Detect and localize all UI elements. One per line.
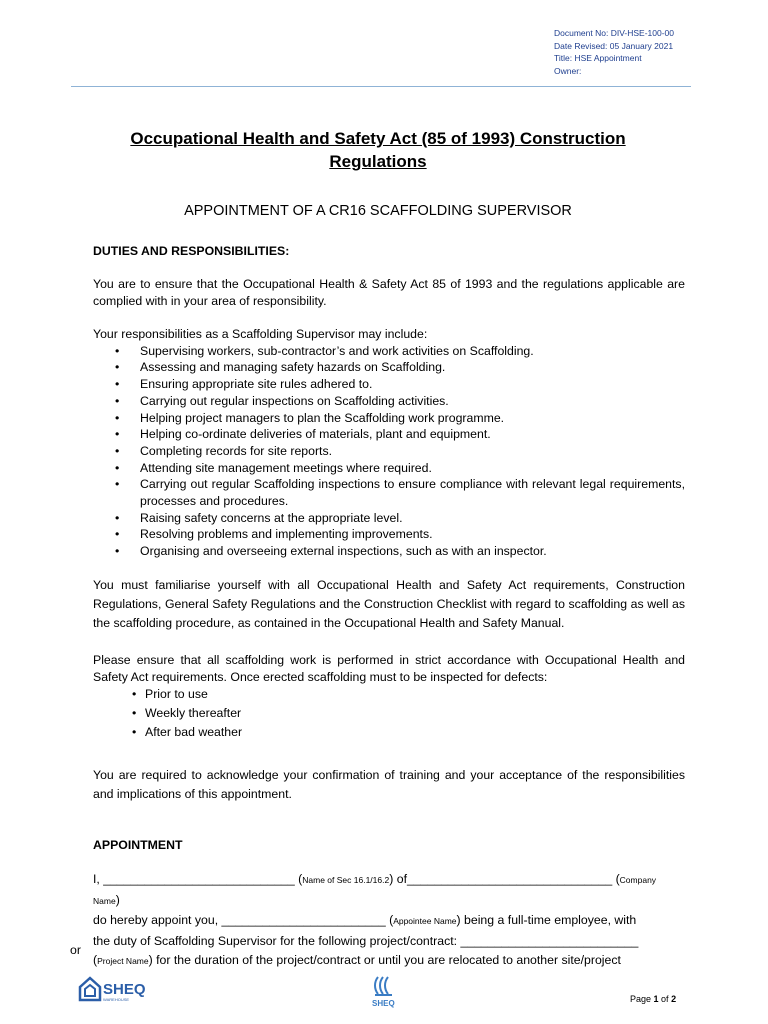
responsibility-item: • Organising and overseeing external inspections, such as with an inspector. bbox=[93, 543, 685, 560]
responsibility-item: • Helping co-ordinate deliveries of materials, plant and equipment. bbox=[93, 426, 685, 443]
doc-number: Document No: DIV-HSE-100-00 bbox=[554, 28, 674, 38]
project-field-hint: Project Name bbox=[97, 956, 149, 966]
logo-left-subtext: WAREHOUSE bbox=[103, 997, 130, 1002]
doc-title: Title: HSE Appointment bbox=[554, 53, 642, 63]
or-text: or bbox=[70, 943, 81, 957]
sheq-logo bbox=[368, 974, 400, 1013]
sheq-warehouse-logo bbox=[78, 975, 148, 1008]
inspection-paragraph: Please ensure that all scaffolding work is performed in strict accordance with Occupational Health and Safety Act requirements. Once erected scaffolding must to be inspected for defects: bbox=[93, 653, 685, 684]
name-field-hint: Name of Sec 16.1/16.2 bbox=[302, 875, 390, 885]
appointee-line: do hereby appoint you, ________________________ (Appointee Name) being a full-time employee, with bbox=[93, 913, 637, 927]
header-divider bbox=[71, 86, 691, 87]
responsibilities-list bbox=[93, 343, 685, 560]
inspection-item: • Prior to use bbox=[93, 685, 685, 704]
responsibility-item: • Carrying out regular Scaffolding inspections to ensure compliance with relevant legal requirements, processes and procedures. bbox=[93, 476, 685, 509]
date-revised: Date Revised: 05 January 2021 bbox=[554, 40, 674, 51]
acknowledge-paragraph: You are required to acknowledge your confirmation of training and your acceptance of the responsibilities and implications of this appointment. bbox=[93, 768, 685, 801]
responsibility-item: • Attending site management meetings where required. bbox=[93, 460, 685, 477]
duties-heading: DUTIES AND RESPONSIBILITIES: bbox=[93, 244, 290, 258]
page-number: Page 1 of 2 bbox=[630, 994, 677, 1004]
inspection-list bbox=[93, 685, 685, 742]
responsibility-item: • Supervising workers, sub-contractor’s and work activities on Scaffolding. bbox=[93, 343, 685, 360]
responsibility-item: • Assessing and managing safety hazards on Scaffolding. bbox=[93, 359, 685, 376]
appointment-form bbox=[93, 870, 685, 972]
responsibility-item: • Ensuring appropriate site rules adhered to. bbox=[93, 376, 685, 393]
page-title: Occupational Health and Safety Act (85 of 1993) Construction Regulations bbox=[130, 129, 626, 171]
responsibility-item: • Completing records for site reports. bbox=[93, 443, 685, 460]
responsibility-item: • Helping project managers to plan the Scaffolding work programme. bbox=[93, 410, 685, 427]
logo-mid-text: SHEQ bbox=[372, 999, 395, 1008]
intro-paragraph: You are to ensure that the Occupational Health & Safety Act 85 of 1993 and the regulations applicable are complied with in your area of responsibility. bbox=[93, 277, 685, 308]
appointment-heading: APPOINTMENT bbox=[93, 838, 183, 852]
inspection-item: • After bad weather bbox=[93, 723, 685, 742]
current-page: 1 bbox=[653, 994, 659, 1004]
inspection-item: • Weekly thereafter bbox=[93, 704, 685, 723]
responsibilities-section bbox=[93, 326, 685, 560]
responsibility-item: • Carrying out regular inspections on Scaffolding activities. bbox=[93, 393, 685, 410]
house-icon bbox=[80, 978, 100, 1000]
inspection-section bbox=[93, 652, 685, 742]
responsibilities-intro: Your responsibilities as a Scaffolding Supervisor may include: bbox=[93, 327, 428, 341]
logo-left-text: SHEQ bbox=[103, 981, 146, 998]
appointer-line: I, ____________________________ (Name of Sec 16.1/16.2) of______________________________ (Company Name) bbox=[93, 872, 657, 907]
sheq-mark-icon bbox=[375, 977, 392, 995]
responsibility-item: • Raising safety concerns at the appropriate level. bbox=[93, 510, 685, 527]
document-meta bbox=[554, 27, 674, 77]
responsibility-item: • Resolving problems and implementing improvements. bbox=[93, 526, 685, 543]
doc-owner: Owner: bbox=[554, 65, 582, 76]
appointee-field-hint: Appointee Name bbox=[393, 916, 457, 926]
project-line: (Project Name) for the duration of the project/contract or until you are relocated to another site/project bbox=[93, 953, 621, 967]
page-subtitle: APPOINTMENT OF A CR16 SCAFFOLDING SUPERVISOR bbox=[184, 203, 572, 219]
duty-line: the duty of Scaffolding Supervisor for the following project/contract: __________________________ bbox=[93, 933, 639, 948]
company-field-hint: Company Name bbox=[93, 875, 657, 906]
total-pages: 2 bbox=[671, 994, 677, 1004]
familiarise-paragraph: You must familiarise yourself with all Occupational Health and Safety Act requirements, Construction Regulations, General Safety Regulations and the Construction Checklist with regard to scaffolding as well as the scaffolding procedure, as contained in the Occupational Health and Safety Manual. bbox=[93, 578, 685, 630]
